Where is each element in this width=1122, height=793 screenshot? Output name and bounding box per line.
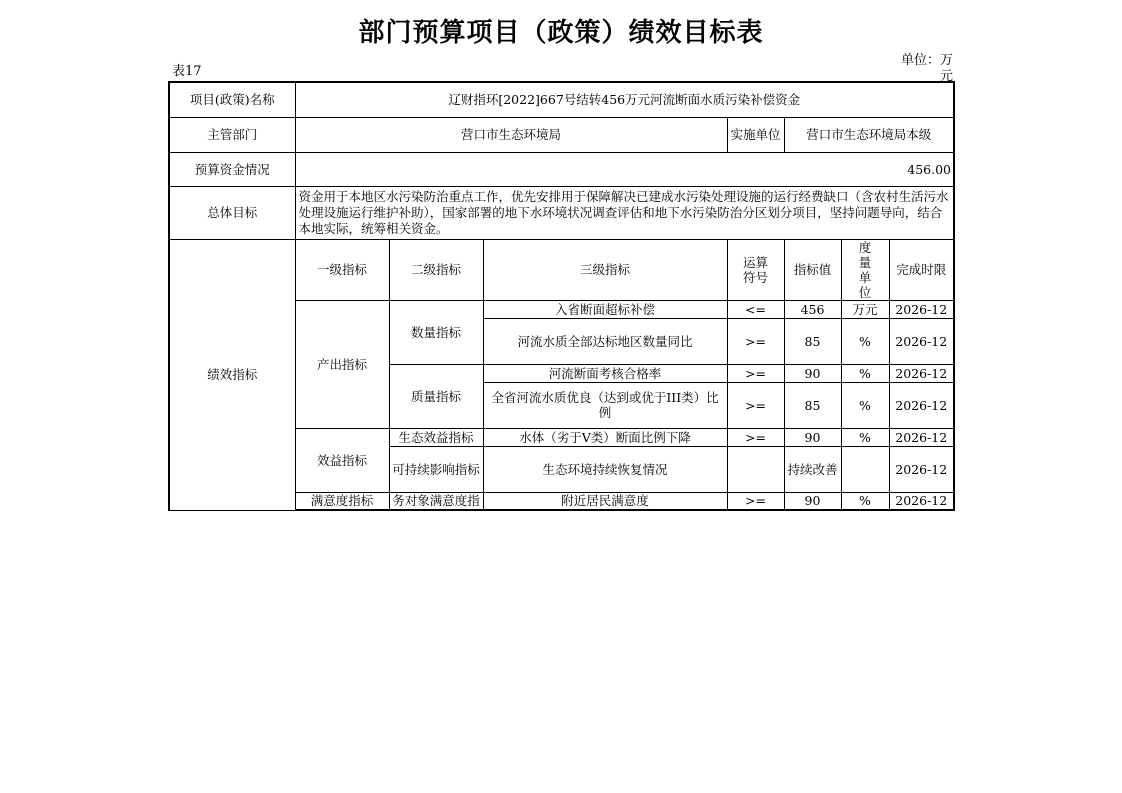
goal-value: 资金用于本地区水污染防治重点工作，优先安排用于保障解决已建成水污染处理设施的运行经费缺口（含农村生活污水处理设施运行维护补助），国家部署的地下水环境状况调查评估和地下水污染防治分区划分项目，坚持问题导向，结合本地实际，统筹相关资金。: [295, 186, 954, 239]
project-name-value: 辽财指环[2022]667号结转456万元河流断面水质污染补偿资金: [295, 82, 954, 117]
project-name-label: 项目(政策)名称: [169, 82, 295, 117]
indicator-unit: [841, 446, 889, 492]
group-eco: 生态效益指标: [389, 428, 483, 446]
header-level3: 三级指标: [483, 239, 727, 300]
group-output: 产出指标: [295, 300, 389, 428]
impl-label: 实施单位: [727, 117, 784, 152]
goal-row: [169, 186, 954, 239]
perf-label: 绩效指标: [169, 239, 295, 510]
indicator-unit: %: [841, 382, 889, 428]
indicator-deadline: 2026-12: [889, 382, 954, 428]
indicator-unit: 万元: [841, 300, 889, 318]
indicator-deadline: 2026-12: [889, 428, 954, 446]
indicator-deadline: 2026-12: [889, 318, 954, 364]
performance-table: [168, 81, 955, 511]
group-quantity: 数量指标: [389, 300, 483, 364]
indicator-unit: %: [841, 318, 889, 364]
indicator-unit: %: [841, 428, 889, 446]
indicator-deadline: 2026-12: [889, 446, 954, 492]
budget-row: [169, 152, 954, 186]
budget-value: 456.00: [295, 152, 954, 186]
goal-label: 总体目标: [169, 186, 295, 239]
header-deadline: 完成时限: [889, 239, 954, 300]
indicator-op: >=: [727, 428, 784, 446]
impl-value: 营口市生态环境局本级: [784, 117, 954, 152]
header-value: 指标值: [784, 239, 841, 300]
department-row: [169, 117, 954, 152]
indicator-op: >=: [727, 318, 784, 364]
indicator-value: 90: [784, 428, 841, 446]
indicator-name: 河流水质全部达标地区数量同比: [483, 318, 727, 364]
indicator-unit: %: [841, 492, 889, 510]
group-service: 务对象满意度指: [389, 492, 483, 510]
indicator-value: 持续改善: [784, 446, 841, 492]
header-op: 运算符号: [727, 239, 784, 300]
indicator-value: 456: [784, 300, 841, 318]
header-level2: 二级指标: [389, 239, 483, 300]
indicator-op: >=: [727, 364, 784, 382]
indicator-op: [727, 446, 784, 492]
budget-label: 预算资金情况: [169, 152, 295, 186]
indicator-deadline: 2026-12: [889, 364, 954, 382]
indicator-name: 生态环境持续恢复情况: [483, 446, 727, 492]
indicator-name: 水体（劣于V类）断面比例下降: [483, 428, 727, 446]
indicator-deadline: 2026-12: [889, 300, 954, 318]
indicator-unit: %: [841, 364, 889, 382]
indicator-value: 90: [784, 364, 841, 382]
indicator-deadline: 2026-12: [889, 492, 954, 510]
dept-label: 主管部门: [169, 117, 295, 152]
indicator-value: 85: [784, 318, 841, 364]
indicator-value: 90: [784, 492, 841, 510]
header-level1: 一级指标: [295, 239, 389, 300]
indicator-name: 入省断面超标补偿: [483, 300, 727, 318]
project-name-row: [169, 82, 954, 117]
indicator-header-row: [169, 239, 954, 300]
indicator-op: <=: [727, 300, 784, 318]
unit-label-line1: 单位：万: [900, 53, 953, 68]
header-unit: 度量单位: [841, 239, 889, 300]
dept-value: 营口市生态环境局: [295, 117, 727, 152]
group-sustain: 可持续影响指标: [389, 446, 483, 492]
group-quality: 质量指标: [389, 364, 483, 428]
indicator-op: >=: [727, 492, 784, 510]
page-title: 部门预算项目（政策）绩效目标表: [358, 18, 764, 48]
unit-label-line2: 元: [939, 69, 953, 84]
group-benefit: 效益指标: [295, 428, 389, 492]
group-satisfaction: 满意度指标: [295, 492, 389, 510]
indicator-name: 河流断面考核合格率: [483, 364, 727, 382]
indicator-name: 附近居民满意度: [483, 492, 727, 510]
indicator-name: 全省河流水质优良（达到或优于III类）比例: [483, 382, 727, 428]
indicator-op: >=: [727, 382, 784, 428]
table-number: 表17: [172, 64, 202, 79]
indicator-value: 85: [784, 382, 841, 428]
